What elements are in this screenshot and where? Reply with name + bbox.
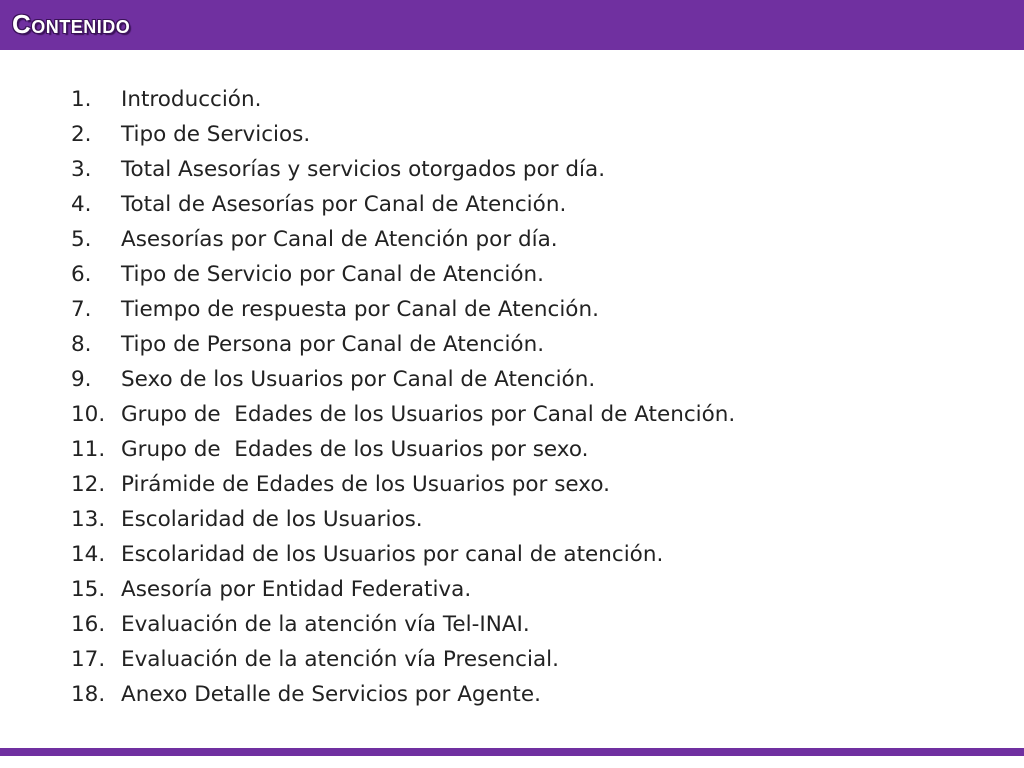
list-item <box>0 327 1024 362</box>
list-item <box>0 82 1024 117</box>
item-number: 8. <box>71 332 92 357</box>
item-text: Asesoría por Entidad Federativa. <box>121 577 472 602</box>
item-text: Total de Asesorías por Canal de Atención. <box>121 192 567 217</box>
list-item <box>0 537 1024 572</box>
item-number: 14. <box>71 542 106 567</box>
list-item <box>0 117 1024 152</box>
item-number: 9. <box>71 367 92 392</box>
item-text: Tipo de Servicios. <box>121 122 311 147</box>
list-item <box>0 677 1024 712</box>
list-item <box>0 362 1024 397</box>
item-text: Sexo de los Usuarios por Canal de Atención. <box>121 367 596 392</box>
contents-list <box>0 82 1024 712</box>
item-text: Anexo Detalle de Servicios por Agente. <box>121 682 541 707</box>
list-item <box>0 152 1024 187</box>
list-item <box>0 292 1024 327</box>
item-number: 16. <box>71 612 106 637</box>
item-number: 4. <box>71 192 92 217</box>
list-item <box>0 502 1024 537</box>
item-number: 15. <box>71 577 106 602</box>
page-title: Contenido <box>12 9 131 39</box>
item-text: Tipo de Persona por Canal de Atención. <box>121 332 545 357</box>
item-text: Evaluación de la atención vía Tel-INAI. <box>121 612 530 637</box>
title-bar <box>0 0 1024 50</box>
item-number: 1. <box>71 87 92 112</box>
list-item <box>0 642 1024 677</box>
item-text: Pirámide de Edades de los Usuarios por sexo. <box>121 472 610 497</box>
list-item <box>0 432 1024 467</box>
list-item <box>0 572 1024 607</box>
list-item <box>0 397 1024 432</box>
list-item <box>0 467 1024 502</box>
item-text: Escolaridad de los Usuarios por canal de atención. <box>121 542 664 567</box>
list-item <box>0 607 1024 642</box>
item-number: 5. <box>71 227 92 252</box>
item-text: Introducción. <box>121 87 262 112</box>
item-text: Tipo de Servicio por Canal de Atención. <box>121 262 544 287</box>
item-number: 12. <box>71 472 106 497</box>
list-item <box>0 222 1024 257</box>
item-text: Grupo de Edades de los Usuarios por Canal de Atención. <box>121 402 736 427</box>
item-number: 13. <box>71 507 106 532</box>
item-number: 11. <box>71 437 106 462</box>
item-text: Evaluación de la atención vía Presencial. <box>121 647 559 672</box>
item-number: 6. <box>71 262 92 287</box>
item-number: 7. <box>71 297 92 322</box>
item-number: 10. <box>71 402 106 427</box>
item-number: 17. <box>71 647 106 672</box>
footer-bar <box>0 748 1024 756</box>
item-text: Asesorías por Canal de Atención por día. <box>121 227 558 252</box>
item-number: 2. <box>71 122 92 147</box>
list-item <box>0 187 1024 222</box>
item-text: Grupo de Edades de los Usuarios por sexo. <box>121 437 589 462</box>
item-text: Escolaridad de los Usuarios. <box>121 507 423 532</box>
item-number: 18. <box>71 682 106 707</box>
item-text: Tiempo de respuesta por Canal de Atención. <box>121 297 599 322</box>
item-number: 3. <box>71 157 92 182</box>
list-item <box>0 257 1024 292</box>
item-text: Total Asesorías y servicios otorgados por día. <box>121 157 606 182</box>
